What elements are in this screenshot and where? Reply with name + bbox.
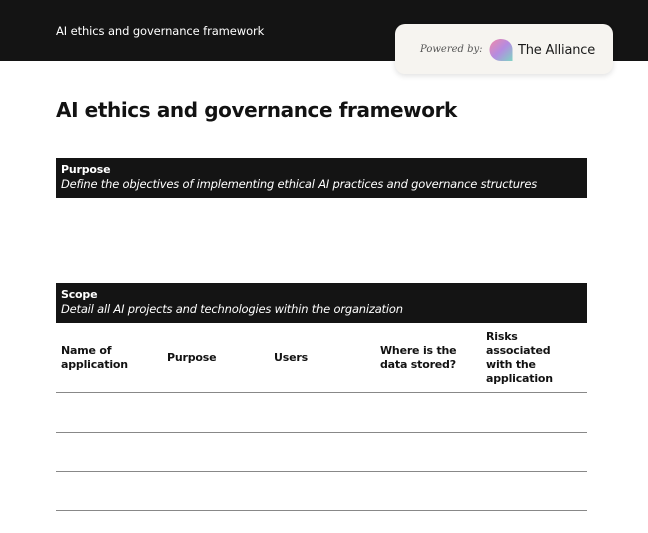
column-header-data-location: Where is the data stored? [380,344,457,371]
purpose-label: Purpose [61,163,111,176]
table-row[interactable] [56,471,587,511]
table-row[interactable] [56,393,587,433]
scope-label: Scope [61,288,98,301]
scope-section-header [56,283,587,323]
scope-description: Detail all AI projects and technologies within the organization [61,302,403,316]
top-bar [0,0,648,61]
column-header-users: Users [274,351,308,364]
header-title: AI ethics and governance framework [56,24,265,38]
page-title: AI ethics and governance framework [56,98,457,122]
column-header-risks: Risks associated with the application [486,330,553,385]
purpose-description: Define the objectives of implementing ethical AI practices and governance structures [61,177,537,191]
alliance-logo-icon [489,38,514,62]
column-header-purpose: Purpose [167,351,217,364]
scope-table-header [56,323,587,393]
powered-by-badge[interactable] [395,24,613,74]
table-row[interactable] [56,432,587,472]
purpose-section-header [56,158,587,198]
brand-name: The Alliance [518,43,595,58]
column-header-name: Name of application [61,344,128,371]
powered-by-label: Powered by: [420,44,483,55]
